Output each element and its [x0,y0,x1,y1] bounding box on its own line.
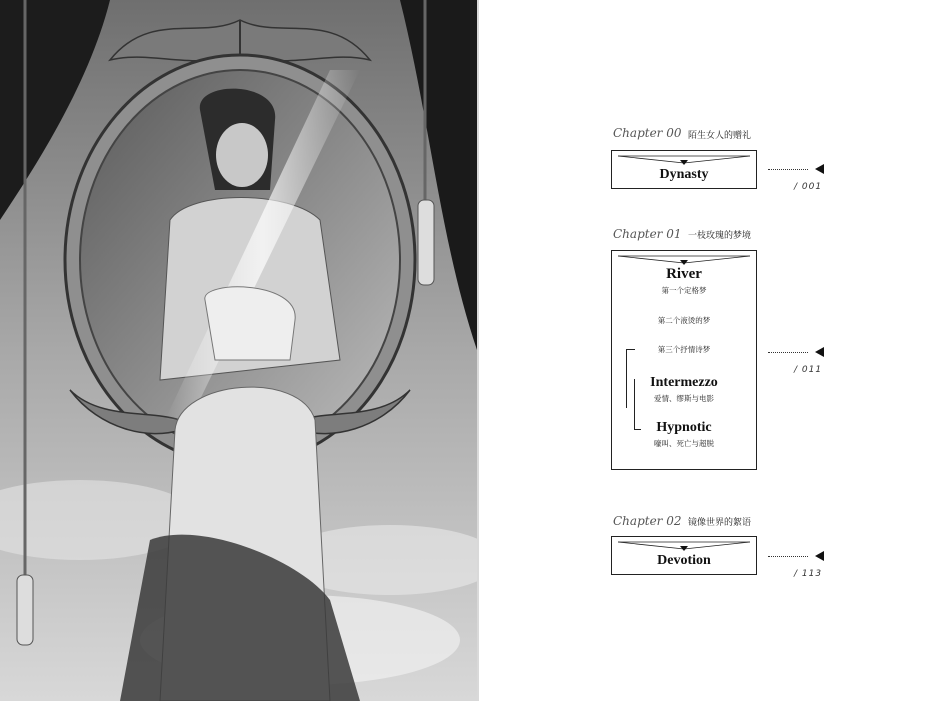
chapter-00-title-box[interactable] [611,150,757,189]
chapter-02-page: / 113 [794,569,823,579]
page-gutter [477,0,479,701]
chapter-01-item-3[interactable]: 第三个抒情诗梦 [657,345,711,354]
intermezzo-subtitle: 爱情、缪斯与电影 [654,394,714,403]
chapter-00-title: Dynasty [659,167,709,182]
chapter-00-script: Chapter 00 [613,126,682,140]
ribbon-icon [612,151,756,165]
chapter-01-title: River [666,266,702,282]
leader-dots [768,352,808,353]
ribbon-icon [612,251,756,265]
pointer-arrow-icon [815,551,824,561]
pointer-arrow-icon [815,347,824,357]
chapter-01-item-1[interactable]: 第一个定格梦 [661,286,707,295]
chapter-02-script: Chapter 02 [613,514,682,528]
leader-dots [768,169,808,170]
leader-dots [768,556,808,557]
hypnotic-title[interactable]: Hypnotic [656,420,712,435]
chapter-02-title-box[interactable] [611,536,757,575]
chapter-00-page: / 001 [794,182,823,192]
chapter-01-page: / 011 [794,365,823,375]
chapter-00-subtitle: 陌生女人的赠礼 [688,131,752,141]
pointer-arrow-icon [815,164,824,174]
chapter-01-title-box[interactable] [611,250,757,470]
chapter-01-script: Chapter 01 [613,227,682,241]
ribbon-icon [612,537,756,551]
chapter-02-subtitle: 镜像世界的絮语 [688,518,752,528]
chapter-01-item-2[interactable]: 第二个液烫的梦 [657,316,711,325]
chapter-01-subtitle: 一枝玫瑰的梦境 [688,231,752,241]
hypnotic-subtitle: 嚎叫、死亡与超脱 [654,439,714,448]
chapter-02-title: Devotion [657,553,711,568]
intermezzo-title[interactable]: Intermezzo [650,375,718,390]
